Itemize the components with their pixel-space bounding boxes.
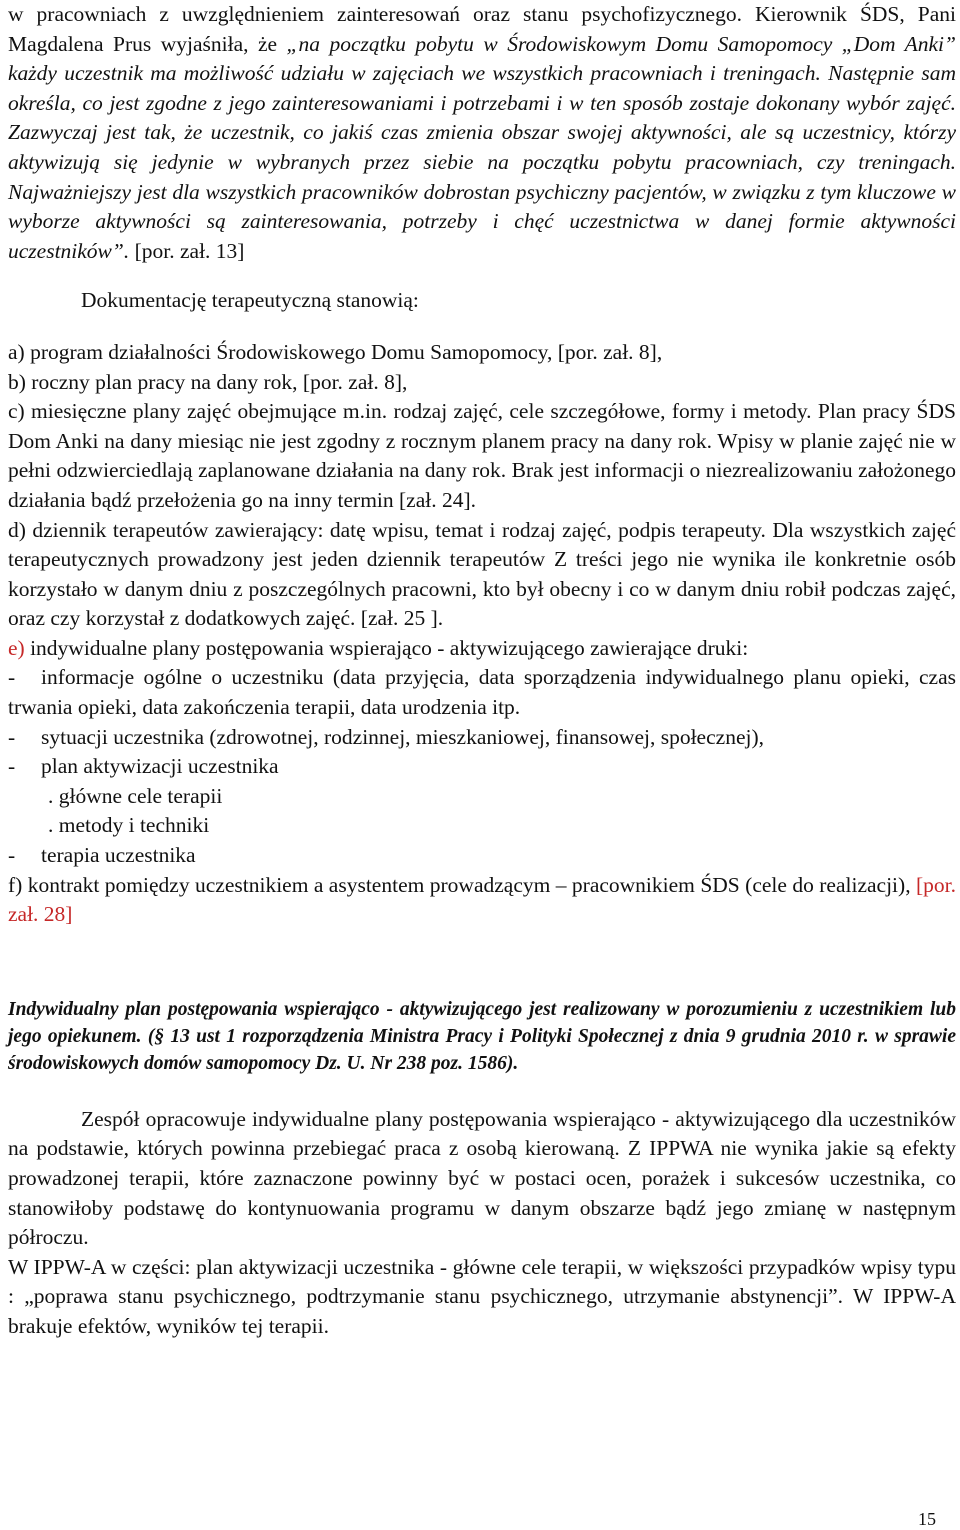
section-heading: Dokumentację terapeutyczną stanowią: <box>81 288 419 313</box>
list-item-f-text: f) kontrakt pomiędzy uczestnikiem a asystentem prowadzącym – pracownikiem ŚDS (cele do realizacji), <box>8 872 916 897</box>
sub-sub-item-methods: . metody i techniki <box>48 813 210 838</box>
list-item-e <box>8 634 956 664</box>
list-item-f-reference: [por. zał. 28] <box>8 872 956 927</box>
list-item-e-label: e) <box>8 635 25 660</box>
sub-sub-item-goals: . główne cele terapii <box>48 783 223 808</box>
list-item-a: a) program działalności Środowiskowego Domu Samopomocy, [por. zał. 8], <box>8 339 663 364</box>
sub-item-situation <box>8 723 956 753</box>
intro-reference: [por. zał. 13] <box>129 238 245 263</box>
list-item-c: c) miesięczne plany zajęć obejmujące m.in. rodzaj zajęć, cele szczegółowe, formy i metody. Plan pracy ŚDS Dom Anki na dany miesiąc nie jest zgodny z rocznym planem pracy na dany rok. Wpisy w planie zajęć nie w pełni odzwierciedlają zaplanowane działania na dany rok. Brak jest informacji o niezrealizowaniu założonego działania bądź przełożenia go na inny termin [zał. 24]. <box>8 399 956 512</box>
sub-item-text: terapia uczestnika <box>41 843 196 868</box>
dash-marker: - <box>8 665 16 690</box>
intro-paragraph <box>8 0 956 266</box>
list-item-e-text: indywidualne plany postępowania wspierająco - aktywizującego zawierające druki: <box>24 635 749 660</box>
list-item-f <box>8 871 956 930</box>
documentation-list <box>8 338 956 930</box>
body-paragraph-1: Zespół opracowuje indywidualne plany postępowania wspierająco - aktywizującego dla uczestników na podstawie, których powinna przebiegać praca z osobą kierowaną. Z IPPWA nie wynika jakie są efekty prowadzonej terapii, które zaznaczone powinny być w postaci ocen, porażek i sukcesów uczestnika, co stanowiłoby podstawę do kontynuowania programu w danym obszarze bądź jego zmianę w następnym półroczu. <box>8 1106 956 1250</box>
intro-quote: „na początku pobytu w Środowiskowym Domu Samopomocy „Dom Anki” każdy uczestnik ma możliwość udziału w zajęciach we wszystkich pracowniach i treningach. Następnie sam określa, co jest zgodne z jego zainteresowaniami i potrzebami i w ten sposób zostaje dokonany wybór zajęć. Zazwyczaj jest tak, że uczestnik, co jakiś czas zmienia obszar swojej aktywności, ale są uczestnicy, którzy aktywizują się jedynie w wybranych przez siebie na początku pobytu pracowniach, czy treningach. Najważniejszy jest dla wszystkich pracowników dobrostan psychiczny pacjentów, w związku z tym kluczowe w wyborze aktywności są zainteresowania, potrzeby i chęć uczestnictwa w danej formie aktywności uczestników”. <box>8 31 956 263</box>
sub-item-therapy <box>8 841 956 871</box>
dash-marker: - <box>8 724 16 749</box>
sub-item-text: sytuacji uczestnika (zdrowotnej, rodzinnej, mieszkaniowej, finansowej, społecznej), <box>41 724 764 749</box>
body-paragraph-2: W IPPW-A w części: plan aktywizacji uczestnika - główne cele terapii, w większości przypadków wpisy typu : „poprawa stanu psychicznego, podtrzymanie stanu psychicznego, utrzymanie abstynencji”. W IPPW-A brakuje efektów, wyników tej terapii. <box>8 1254 956 1338</box>
intro-text: w pracowniach z uwzględnieniem zainteresowań oraz stanu psychofizycznego. Kierownik ŚDS, Pani Magdalena Prus wyjaśniła, że <box>8 2 956 56</box>
list-item-d: d) dziennik terapeutów zawierający: datę wpisu, temat i rodzaj zajęć, podpis terapeuty. Dla wszystkich zajęć terapeutycznych prowadzony jest jeden dziennik terapeutów Z treści jego nie wynika ile konkretnie osób korzystało w danym dniu z poszczególnych pracowni, kto był obecny i co w danym dniu robił podczas zajęć, oraz czy korzystał z dodatkowych zajęć. [zał. 25 ]. <box>8 517 956 631</box>
dash-marker: - <box>8 843 16 868</box>
sub-item-activation-plan <box>8 752 956 782</box>
dash-marker: - <box>8 754 16 779</box>
sub-item-text: informacje ogólne o uczestniku (data przyjęcia, data sporządzenia indywidualnego planu opieki, czas trwania opieki, data zakończenia terapii, data urodzenia itp. <box>8 665 956 720</box>
sub-item-general-info <box>8 663 956 722</box>
document-page <box>8 0 956 1342</box>
sub-item-text: plan aktywizacji uczestnika <box>41 754 279 779</box>
legal-basis-paragraph: Indywidualny plan postępowania wspierająco - aktywizującego jest realizowany w porozumieniu z uczestnikiem lub jego opiekunem. (§ 13 ust 1 rozporządzenia Ministra Pracy i Polityki Społecznej z dnia 9 grudnia 2010 r. w sprawie środowiskowych domów samopomocy Dz. U. Nr 238 poz. 1586). <box>8 998 956 1074</box>
list-item-b: b) roczny plan pracy na dany rok, [por. zał. 8], <box>8 369 408 394</box>
page-number: 15 <box>918 1509 936 1529</box>
